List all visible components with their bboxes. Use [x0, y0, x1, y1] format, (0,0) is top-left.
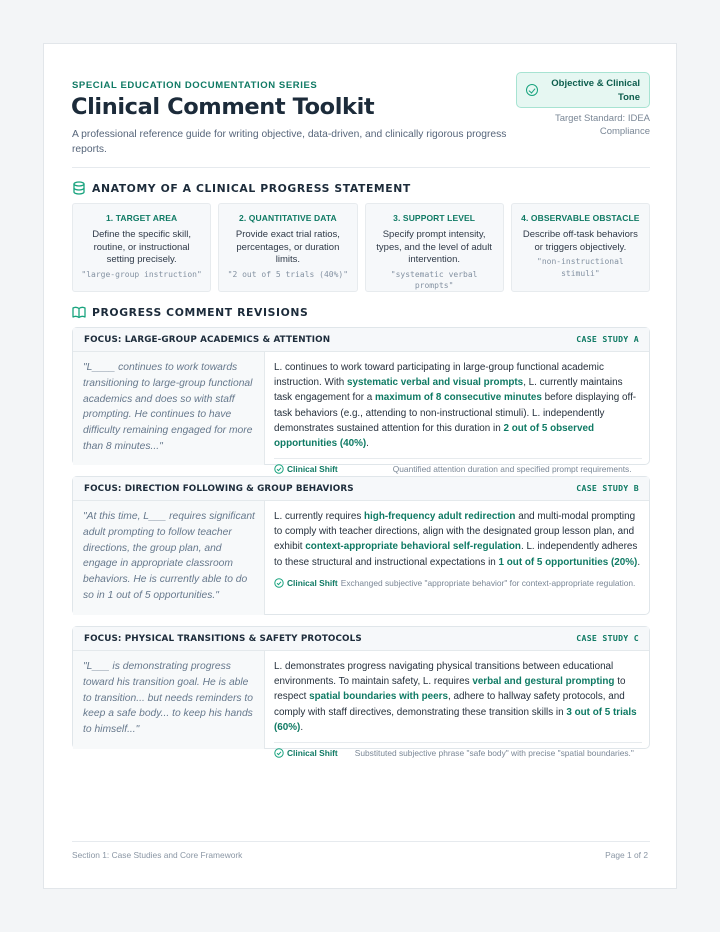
- anatomy-heading-text: ANATOMY OF A CLINICAL PROGRESS STATEMENT: [92, 181, 411, 195]
- highlight-data: 1 out of 5 opportunities (20%): [498, 556, 638, 568]
- anatomy-card-title: 3. SUPPORT LEVEL: [393, 213, 476, 223]
- open-book-icon: [72, 305, 86, 319]
- series-label: SPECIAL EDUCATION DOCUMENTATION SERIES: [72, 80, 318, 91]
- case-focus: FOCUS: DIRECTION FOLLOWING & GROUP BEHAVIORS: [84, 484, 354, 494]
- anatomy-card-desc: Provide exact trial ratios, percentages, or duration limits.: [235, 229, 340, 265]
- anatomy-card-target-area: [72, 203, 211, 292]
- shift-text: Quantified attention duration and specified prompt requirements.: [392, 464, 632, 474]
- footer-page-number: Page 1 of 2: [605, 850, 648, 860]
- original-comment: "At this time, L___ requires significant adult prompting to follow teacher directions, the group plan, and engage in appropriate classroom behaviors. He is currently able to do so in 1 out of 5 opportunities.": [73, 501, 265, 615]
- highlight-duration: maximum of 8 consecutive minutes: [375, 392, 542, 404]
- case-label: CASE STUDY A: [576, 334, 639, 344]
- footer-divider: [72, 841, 650, 842]
- original-comment: "L____ continues to work towards transitioning to large-group functional academics and does so with staff prompting. He continues to have difficulty remaining engaged for more than 8 minutes...": [73, 352, 265, 465]
- case-body: [73, 501, 649, 615]
- revised-comment: L. currently requires high-frequency adult redirection and multi-modal prompting to comply with teacher directions, align with the designated group lesson plan, and exhibit context-appropriate behavioral self-regulation. L. independently adheres to these structural and instructional expectations in 1 out of 5 opportunities (20%).: [274, 511, 641, 568]
- shift-label: Clinical Shift: [287, 578, 338, 588]
- case-label: CASE STUDY C: [576, 633, 639, 643]
- anatomy-card-desc: Specify prompt intensity, types, and the level of adult intervention.: [376, 229, 492, 265]
- document-page: [43, 43, 677, 889]
- case-study-c: [72, 626, 650, 758]
- highlight-support: high-frequency adult redirection: [364, 511, 516, 522]
- case-body: [73, 352, 649, 474]
- anatomy-card-example: "systematic verbal prompts": [390, 269, 478, 290]
- anatomy-card-desc: Define the specific skill, routine, or instructional setting precisely.: [92, 229, 191, 265]
- tone-badge: [516, 72, 650, 108]
- anatomy-heading: [72, 181, 411, 195]
- case-study-a: [72, 327, 650, 474]
- highlight-support: systematic verbal and visual prompts: [347, 377, 524, 389]
- highlight-data: 2 out of 5 observed opportunities (40%): [274, 422, 595, 450]
- revisions-heading-text: PROGRESS COMMENT REVISIONS: [92, 305, 309, 319]
- highlight-data: 3 out of 5 trials (60%): [274, 706, 637, 733]
- anatomy-card-title: 2. QUANTITATIVE DATA: [239, 213, 337, 223]
- database-icon: [72, 181, 86, 195]
- shift-label: Clinical Shift: [287, 464, 338, 474]
- anatomy-card-quantitative-data: [218, 203, 357, 292]
- clinical-shift-note: [274, 458, 642, 474]
- header-divider: [72, 167, 650, 168]
- anatomy-card-example: "2 out of 5 trials (40%)": [227, 269, 349, 279]
- case-header: [73, 328, 649, 352]
- revised-comment: L. continues to work toward participating in large-group functional academic instruction. With systematic verbal and visual prompts, L. currently maintains task engagement for a maximum of 8 consecutive minutes before displaying off-task behaviors (e.g., attending to non-instructional stimuli). L. independently demonstrates sustained attention for this duration in 2 out of 5 observed opportunities (40%).: [274, 362, 637, 450]
- clinical-shift-note: [274, 573, 642, 588]
- shift-text: Exchanged subjective "appropriate behavior" for context-appropriate regulation.: [340, 578, 636, 588]
- anatomy-card-observable-obstacle: [511, 203, 650, 292]
- revisions-heading: [72, 305, 308, 319]
- highlight-boundaries: spatial boundaries with peers: [309, 691, 448, 703]
- anatomy-card-example: "non-instructional stimuli": [537, 257, 624, 278]
- badge-label: Objective & Clinical Tone: [551, 78, 640, 103]
- target-standard: Target Standard: IDEA Compliance: [554, 113, 650, 137]
- highlight-support: verbal and gestural prompting: [472, 676, 615, 688]
- highlight-behavior: context-appropriate behavioral self-regulation: [305, 541, 521, 553]
- check-circle-icon: [274, 578, 284, 588]
- anatomy-card-title: 4. OBSERVABLE OBSTACLE: [521, 213, 640, 223]
- case-focus: FOCUS: PHYSICAL TRANSITIONS & SAFETY PROTOCOLS: [84, 634, 362, 644]
- check-circle-icon: [526, 84, 538, 96]
- original-comment: "L___ is demonstrating progress toward his transition goal. He is able to transition... but needs reminders to keep a safe body... to keep his hands to himself...": [73, 651, 265, 749]
- case-study-b: [72, 476, 650, 615]
- page-subtitle: A professional reference guide for writing objective, data-driven, and clinically rigorous progress reports.: [72, 129, 507, 155]
- case-header: [73, 477, 649, 501]
- anatomy-card-desc: Describe off-task behaviors or triggers objectively.: [522, 229, 638, 253]
- check-circle-icon: [274, 748, 284, 758]
- anatomy-card-support-level: [365, 203, 504, 292]
- anatomy-card-title: 1. TARGET AREA: [105, 213, 178, 223]
- page-title: Clinical Comment Toolkit: [71, 94, 375, 120]
- anatomy-card-example: "large-group instruction": [81, 269, 202, 279]
- revised-comment: L. demonstrates progress navigating physical transitions between educational environments. To maintain safety, L. requires verbal and gestural prompting to respect spatial boundaries with peers, adhere to hallway safety protocols, and comply with staff directives, demonstrating these transition skills in 3 out of 5 trials (60%).: [274, 661, 637, 733]
- check-circle-icon: [274, 464, 284, 474]
- case-focus: FOCUS: LARGE-GROUP ACADEMICS & ATTENTION: [84, 335, 331, 345]
- case-body: [73, 651, 649, 758]
- clinical-shift-note: [274, 742, 642, 758]
- case-label: CASE STUDY B: [576, 483, 639, 493]
- shift-text: Substituted subjective phrase "safe body" with precise "spatial boundaries.": [354, 748, 634, 758]
- anatomy-cards: [72, 203, 650, 292]
- shift-label: Clinical Shift: [287, 748, 338, 758]
- footer-section: Section 1: Case Studies and Core Framework: [72, 850, 243, 860]
- case-header: [73, 627, 649, 651]
